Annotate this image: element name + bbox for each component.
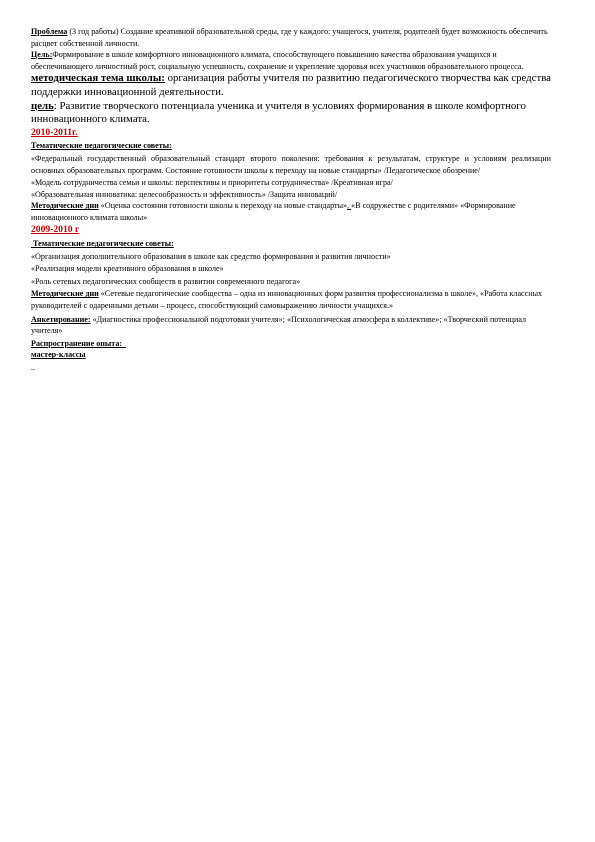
year-2009-methods-text: «Сетевые педагогические сообщества – одна из инновационных форм развития профессионализма в школе», «Работа классных руководителей с одаренными детьми – процесс, способствующий самовыражению личности учащихся.»	[31, 289, 543, 311]
year-2010-methods-text2: «В содружестве с родителями» «Формирование инновационного климата школы»	[31, 201, 516, 222]
year-2009-council-item: «Роль сетевых педагогических сообществ в развитии современного педагога»	[31, 276, 301, 286]
year-2010-council-item: «Федеральный государственный образовательный стандарт второго поколения: требования к результатам, структуре и условиям реализации основных образовательных программ. Состояние готовности школы к переходу на новые стандарты» /Педагогическое обозрение/	[31, 153, 551, 175]
goal2-paragraph	[31, 100, 551, 127]
year-2009-dissemination-paragraph	[31, 338, 551, 350]
year-2010-councils-heading: Тематические педагогические советы:	[31, 141, 172, 151]
goal2-label: цель	[31, 99, 54, 112]
year-2009-councils-heading: Тематические педагогические советы:	[31, 239, 174, 249]
year-2009-diagnostics-text: «Диагностика профессиональной подготовки учителя»; «Психологическая атмосфера в коллективе»; «Творческий потенциал учителя»	[31, 314, 527, 336]
goal2-text: : Развитие творческого потенциала ученика и учителя в условиях формирования в школе комфортного инновационного климата.	[31, 99, 526, 126]
year-2010-methods-label: Методические дни	[31, 201, 99, 211]
year-2009-dissemination-tail	[122, 339, 126, 348]
year-2010-council-item: «Образовательная инноватика: целесообразность и эффективность» /Защита инноваций/	[31, 189, 338, 199]
year-2010-methods-text: «Оценка состояния готовности школы к переходу на новые стандарты»	[98, 201, 348, 211]
year-2009-heading: 2009-2010 г	[31, 223, 80, 235]
method-theme-paragraph	[31, 72, 551, 99]
goal-label: Цель:	[31, 50, 53, 60]
year-2009-diagnostics-paragraph	[31, 314, 551, 337]
document-body	[31, 26, 551, 373]
goal-paragraph	[31, 49, 551, 72]
goal-text: Формирование в школе комфортного инновационного климата, способствующего повышению качества образования учащихся и обеспечивающего личностный рост, социальную успешность, сохранение и укрепление здоровья всех участников образовательного процесса.	[31, 50, 524, 71]
method-theme-text: организация работы учителя по развитию педагогического творчества как средства поддержки инновационной деятельности.	[31, 72, 551, 98]
problem-label: Проблема	[31, 27, 68, 36]
year-2010-council-item: «Модель сотрудничества семьи и школы: перспективы и приоритеты сотрудничества» /Креативная игра/	[31, 178, 393, 188]
year-2009-masterclasses: мастер-классы	[31, 350, 86, 360]
year-2009-methods-label: Методические дни	[31, 289, 99, 299]
year-2009-council-item: «Реализация модели креативного образования в школе»	[31, 264, 224, 274]
year-2010-heading: 2010-2011г.	[31, 126, 78, 138]
problem-text: (3 год работы) Создание креативной образовательной среды, где у каждого: учащегося, учителя, родителей будет возможность обеспечить расцвет собственной личности.	[31, 27, 548, 48]
problem-paragraph	[31, 26, 551, 49]
year-2009-methods-paragraph	[31, 288, 551, 311]
year-2009-dissemination-label: Распространение опыта:	[31, 338, 123, 348]
year-2009-council-item: «Организация дополнительного образования в школе как средство формирования и развития личности»	[31, 251, 391, 261]
year-2010-methods-paragraph	[31, 200, 551, 223]
year-2009-diagnostics-label: Анкетирование:	[31, 314, 91, 324]
year-2010-methods-separator: ,	[347, 201, 352, 211]
method-theme-label: методическая тема школы:	[31, 72, 165, 85]
trailing-underscore: _	[31, 362, 35, 372]
